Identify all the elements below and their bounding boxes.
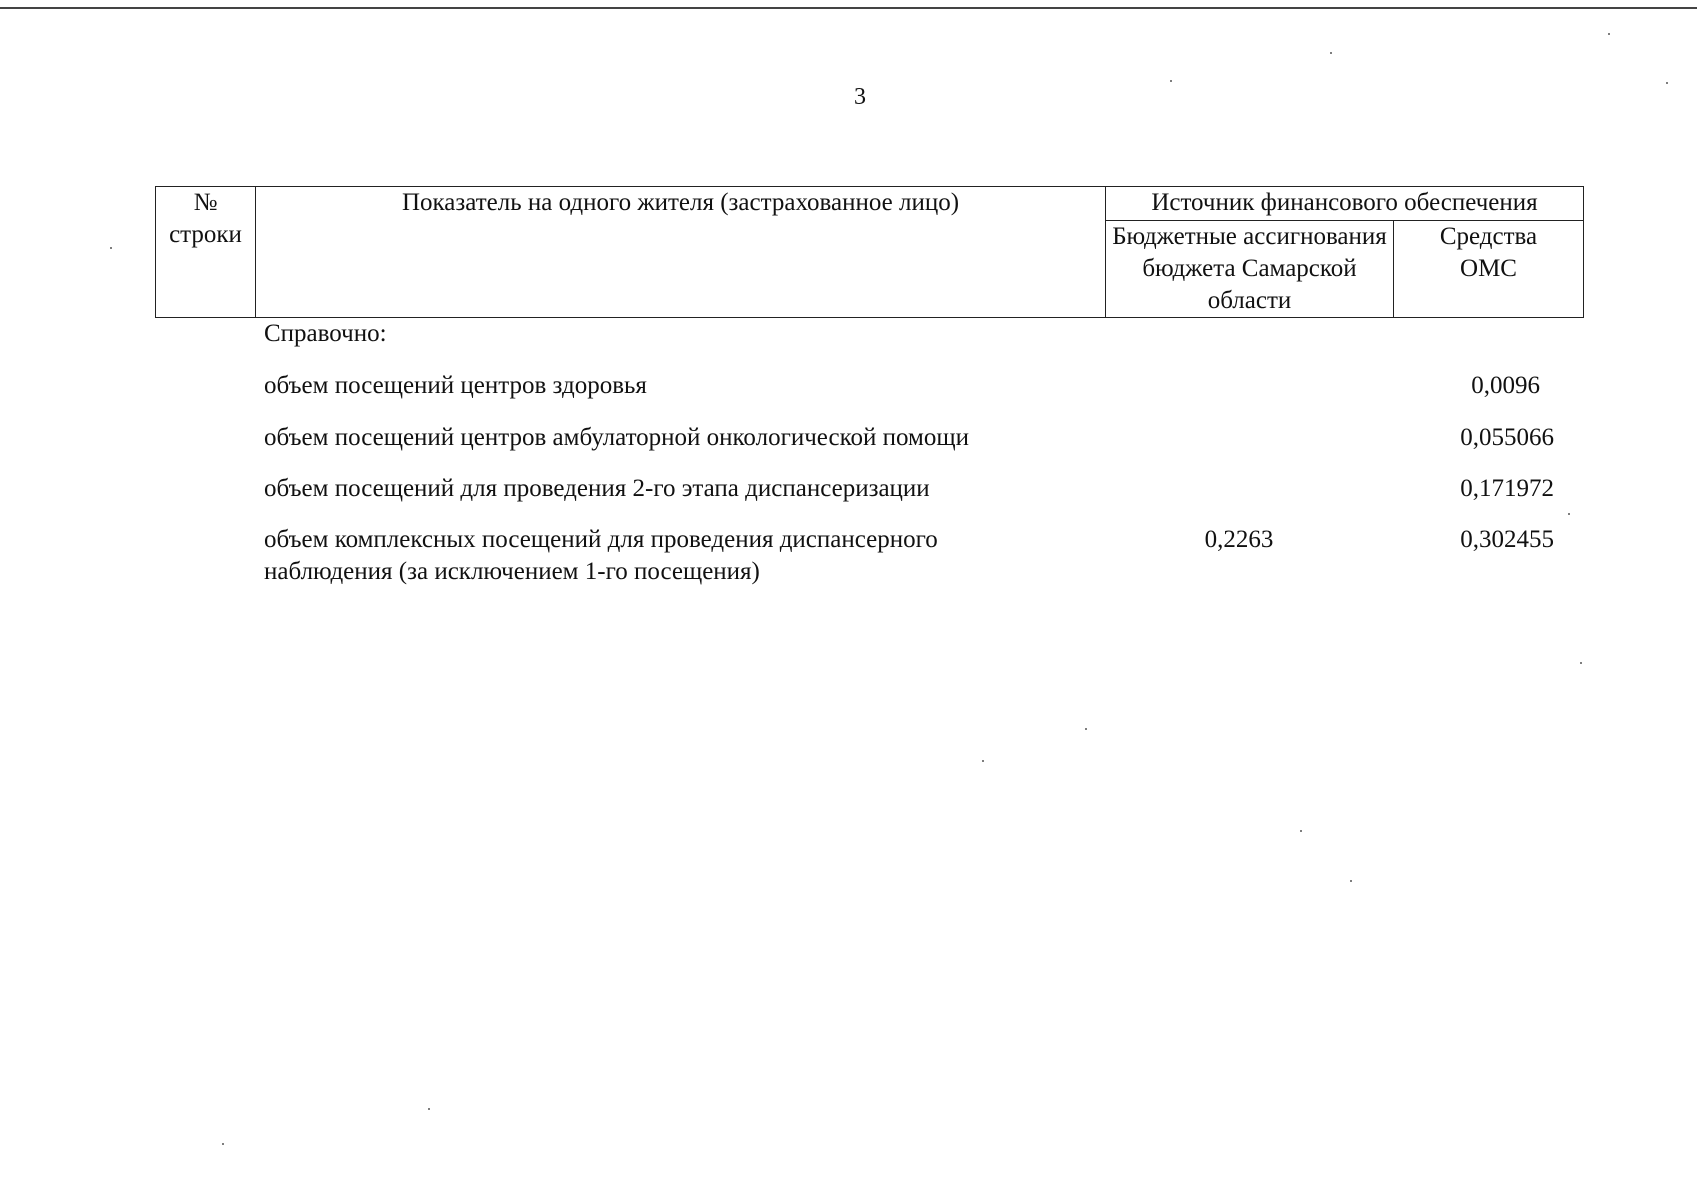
page-number: 3 (854, 84, 866, 110)
scan-speck (1170, 80, 1172, 82)
row-oms-value: 0,171972 (1460, 475, 1554, 502)
reference-heading: Справочно: (264, 320, 387, 347)
budget-header: Бюджетные ассигнования бюджета Самарской области (1106, 221, 1394, 318)
row-label: объем посещений центров здоровья (264, 372, 647, 399)
row-number-header: № строки (156, 187, 256, 318)
row-oms-value: 0,302455 (1460, 526, 1554, 553)
row-oms-value: 0,0096 (1471, 372, 1540, 399)
row-budget-value: 0,2263 (1204, 526, 1274, 553)
scan-speck (428, 1108, 430, 1110)
top-rule (0, 7, 1697, 9)
scan-speck (222, 1143, 224, 1145)
funding-source-header: Источник финансового обеспечения (1106, 187, 1584, 221)
row-oms-value: 0,055066 (1460, 424, 1554, 451)
scan-speck (1350, 880, 1352, 882)
table-header (155, 186, 1584, 318)
indicator-header: Показатель на одного жителя (застрахованное лицо) (256, 187, 1106, 318)
scan-speck (1568, 513, 1570, 515)
scan-speck (982, 760, 984, 762)
scan-speck (1330, 52, 1332, 54)
row-label: объем посещений для проведения 2-го этапа диспансеризации (264, 475, 930, 502)
scan-speck (110, 247, 112, 249)
row-label: объем посещений центров амбулаторной онкологической помощи (264, 424, 969, 451)
scan-speck (1608, 33, 1610, 35)
row-label: объем комплексных посещений для проведения диспансерного наблюдения (за исключением 1-го посещения) (264, 526, 938, 585)
scan-speck (1666, 82, 1668, 84)
scan-speck (1580, 662, 1582, 664)
scan-speck (1300, 830, 1302, 832)
scan-speck (1085, 728, 1087, 730)
oms-header: Средства ОМС (1394, 221, 1584, 318)
